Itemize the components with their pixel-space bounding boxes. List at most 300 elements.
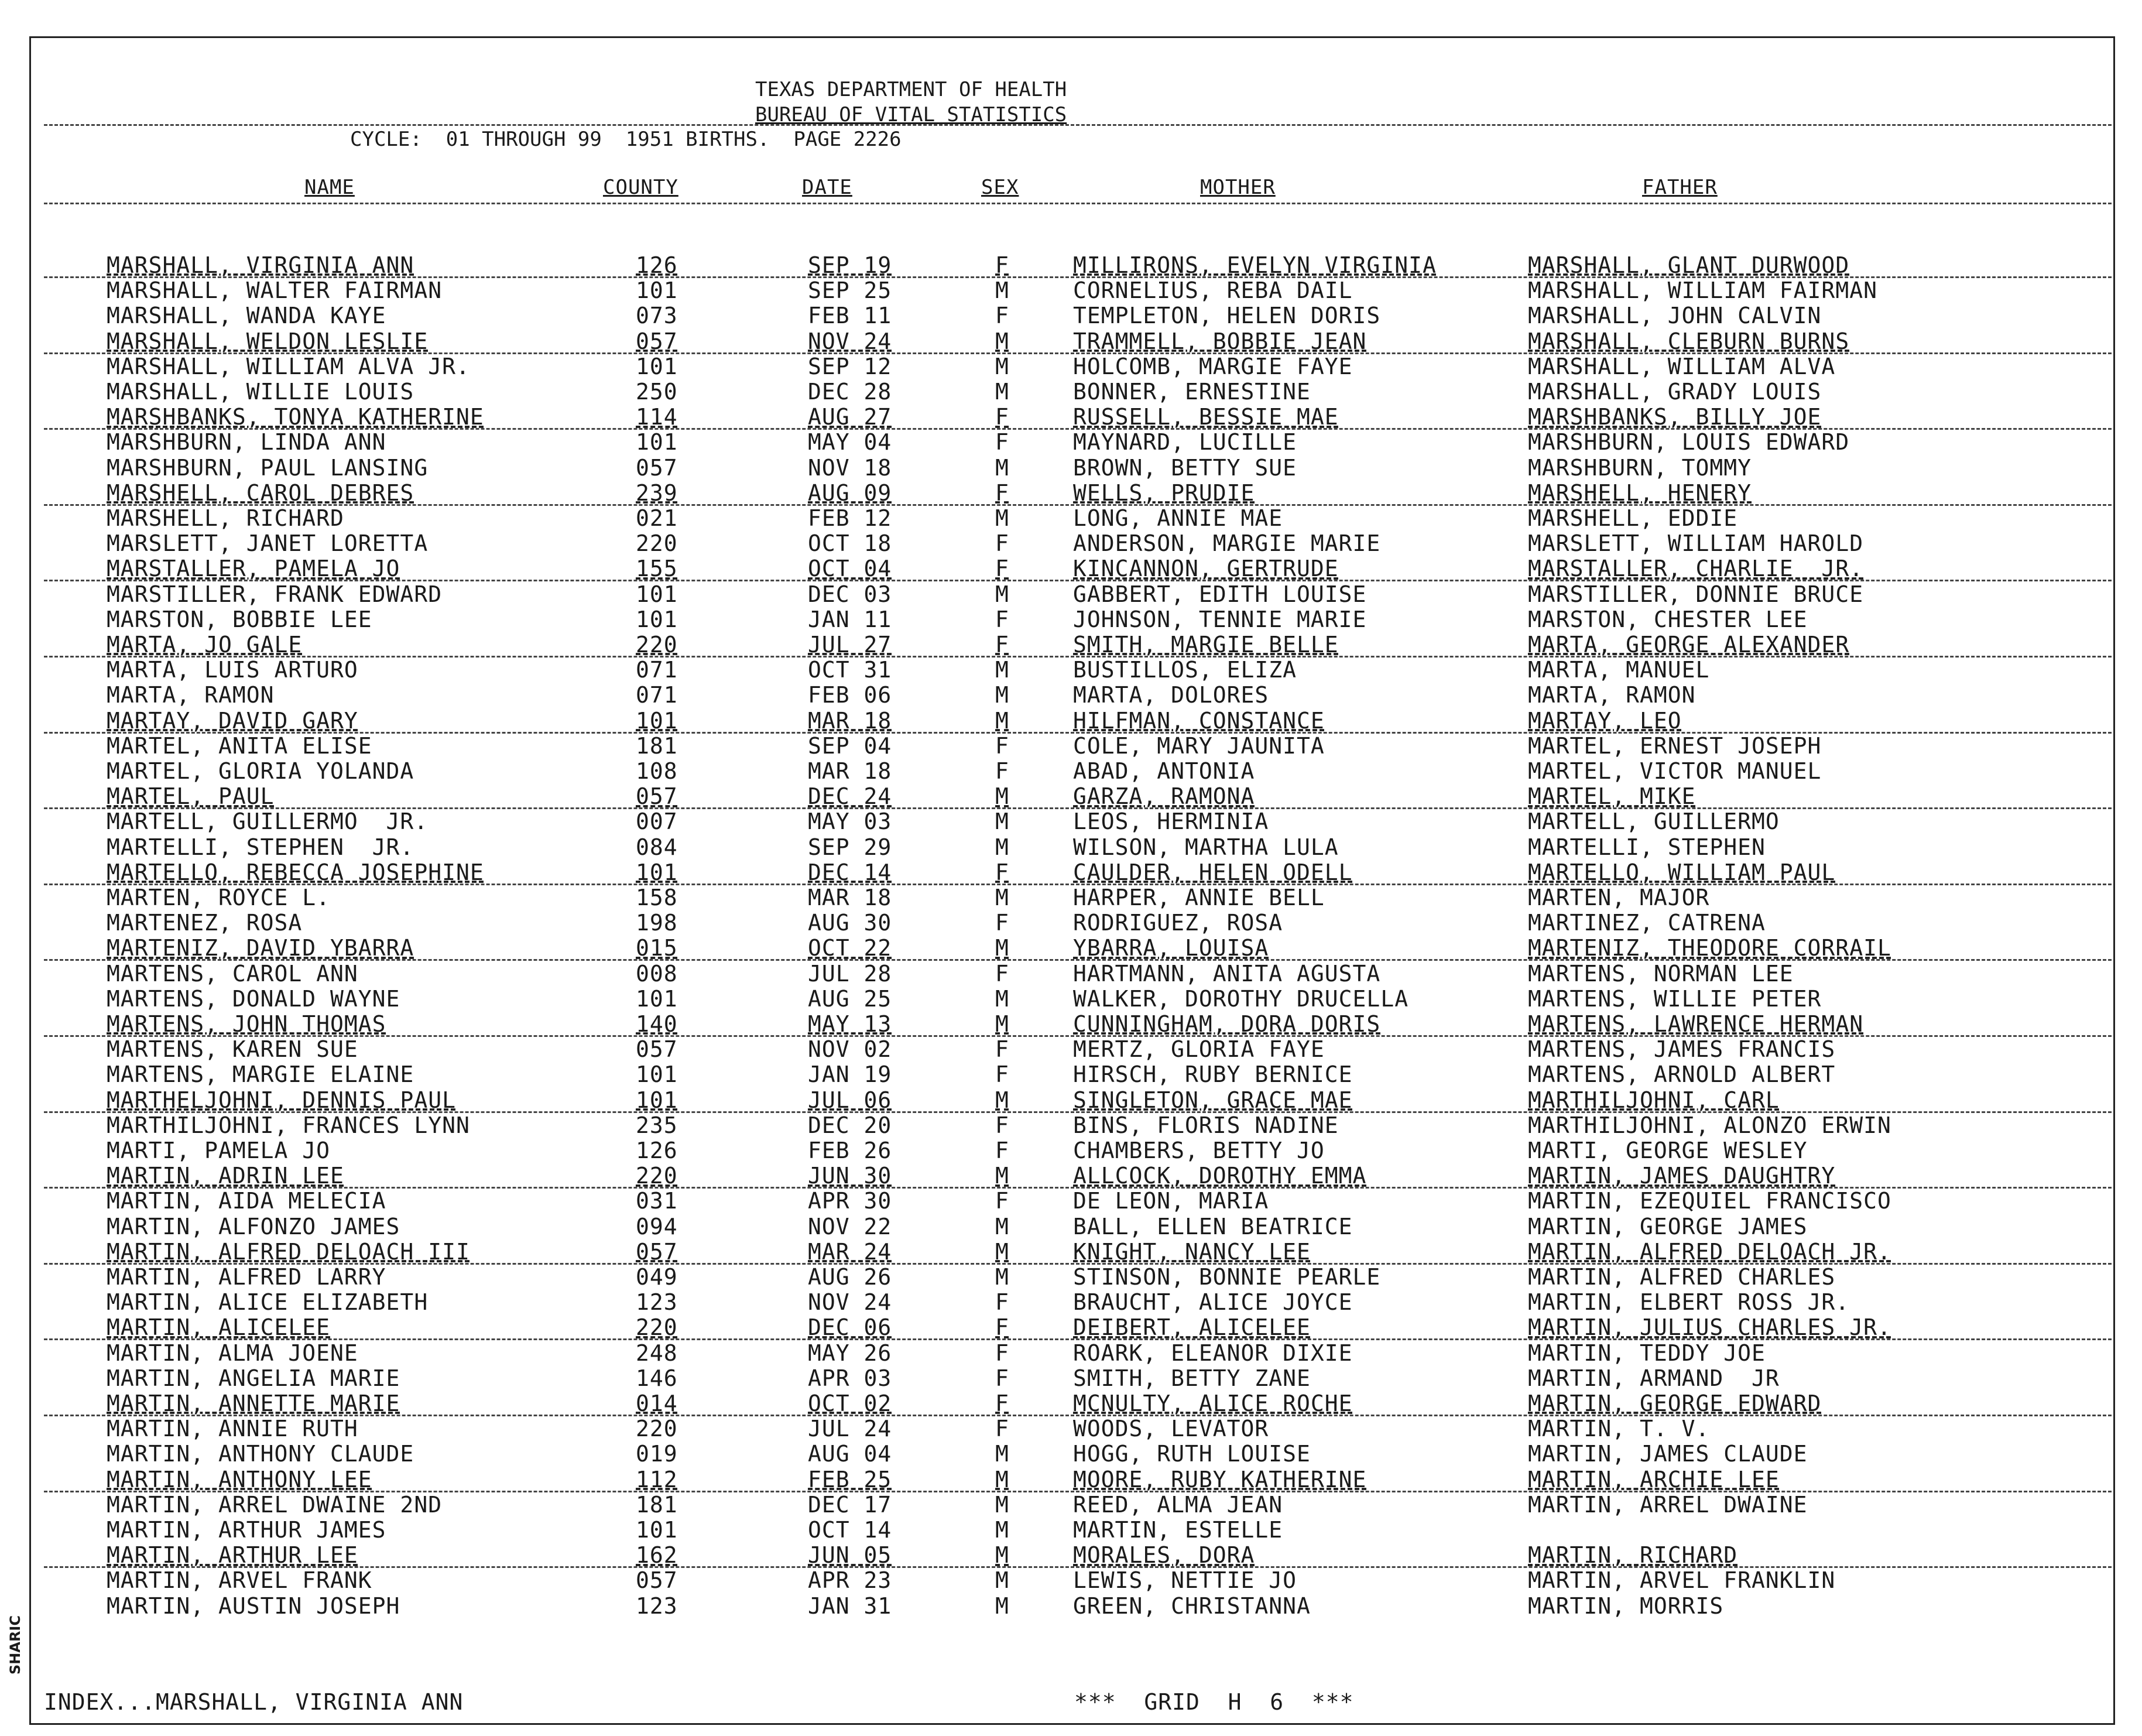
table-row: [0, 1518, 2142, 1543]
record-sex: F: [995, 1365, 1009, 1391]
record-county: 220: [636, 1416, 678, 1442]
record-father: MARTEL, MIKE: [1528, 783, 1696, 810]
record-father: MARTIN, GEORGE EDWARD: [1528, 1391, 1822, 1416]
record-name: MARSHBANKS, TONYA KATHERINE: [107, 404, 484, 430]
record-name: MARTENIZ, DAVID YBARRA: [107, 935, 414, 961]
record-date: MAR 18: [808, 885, 892, 910]
record-county: 235: [636, 1112, 678, 1138]
record-date: AUG 30: [808, 910, 892, 936]
table-row: [0, 430, 2142, 455]
record-name: MARTIN, ALICELEE: [107, 1314, 331, 1341]
table-row: [0, 556, 2142, 581]
table-row: [0, 1467, 2142, 1492]
record-date: MAR 18: [808, 707, 892, 734]
footer-grid: *** GRID H 6 ***: [1074, 1689, 1354, 1715]
record-county: 140: [636, 1011, 678, 1037]
record-name: MARTELL, GUILLERMO JR.: [107, 809, 429, 835]
record-date: JAN 19: [808, 1062, 892, 1088]
record-father: MARTIN, ARCHIE LEE: [1528, 1466, 1780, 1492]
record-county: 101: [636, 707, 678, 734]
record-mother: MORALES, DORA: [1073, 1542, 1255, 1569]
table-row: [0, 1163, 2142, 1189]
record-date: MAY 03: [808, 809, 892, 835]
record-date: MAY 04: [808, 429, 892, 456]
record-county: 101: [636, 429, 678, 456]
record-sex: F: [995, 252, 1009, 278]
record-county: 101: [636, 606, 678, 632]
record-name: MARSHBURN, LINDA ANN: [107, 429, 386, 456]
record-date: FEB 11: [808, 303, 892, 329]
record-father: MARSLETT, WILLIAM HAROLD: [1528, 530, 1864, 557]
record-mother: RODRIGUEZ, ROSA: [1073, 910, 1283, 936]
record-date: AUG 26: [808, 1264, 892, 1290]
record-sex: F: [995, 1416, 1009, 1442]
record-father: MARTA, MANUEL: [1528, 657, 1710, 683]
record-mother: GARZA, RAMONA: [1073, 783, 1255, 810]
record-father: MARSHALL, WILLIAM FAIRMAN: [1528, 278, 1877, 304]
record-sex: M: [995, 1238, 1009, 1265]
record-sex: M: [995, 1593, 1009, 1619]
record-sex: F: [995, 732, 1009, 759]
record-father: MARTEL, ERNEST JOSEPH: [1528, 732, 1822, 759]
record-date: SEP 04: [808, 732, 892, 759]
record-father: MARTIN, ARREL DWAINE: [1528, 1491, 1808, 1518]
record-date: NOV 18: [808, 454, 892, 481]
record-date: FEB 12: [808, 505, 892, 531]
record-county: 101: [636, 1062, 678, 1088]
record-mother: MERTZ, GLORIA FAYE: [1073, 1036, 1325, 1063]
record-county: 220: [636, 530, 678, 557]
record-mother: TEMPLETON, HELEN DORIS: [1073, 303, 1381, 329]
record-name: MARTIN, ARTHUR LEE: [107, 1542, 358, 1569]
table-row: [0, 784, 2142, 809]
record-mother: MARTIN, ESTELLE: [1073, 1517, 1283, 1543]
record-sex: F: [995, 758, 1009, 784]
table-row: [0, 1113, 2142, 1138]
record-name: MARTIN, AUSTIN JOSEPH: [107, 1593, 400, 1619]
record-name: MARSTILLER, FRANK EDWARD: [107, 581, 443, 607]
record-sex: F: [995, 303, 1009, 329]
record-date: DEC 06: [808, 1314, 892, 1341]
record-name: MARTEL, ANITA ELISE: [107, 732, 372, 759]
record-mother: LEWIS, NETTIE JO: [1073, 1567, 1297, 1594]
record-mother: KINCANNON, GERTRUDE: [1073, 556, 1339, 582]
table-row: [0, 835, 2142, 860]
record-name: MARTEL, GLORIA YOLANDA: [107, 758, 414, 784]
record-sex: M: [995, 885, 1009, 910]
record-county: 007: [636, 809, 678, 835]
record-mother: JOHNSON, TENNIE MARIE: [1073, 606, 1367, 632]
record-mother: CHAMBERS, BETTY JO: [1073, 1138, 1325, 1163]
record-name: MARTIN, ANTHONY CLAUDE: [107, 1441, 414, 1467]
record-father: MARSTON, CHESTER LEE: [1528, 606, 1808, 632]
record-mother: HARPER, ANNIE BELL: [1073, 885, 1325, 910]
table-row: [0, 481, 2142, 506]
record-sex: F: [995, 1188, 1009, 1214]
record-name: MARSLETT, JANET LORETTA: [107, 530, 429, 557]
record-date: JUL 06: [808, 1087, 892, 1113]
record-county: 146: [636, 1365, 678, 1391]
record-mother: ABAD, ANTONIA: [1073, 758, 1255, 784]
record-county: 057: [636, 783, 678, 810]
record-name: MARTENEZ, ROSA: [107, 910, 303, 936]
record-mother: LONG, ANNIE MAE: [1073, 505, 1283, 531]
record-mother: TRAMMELL, BOBBIE JEAN: [1073, 328, 1367, 354]
record-county: 220: [636, 1314, 678, 1341]
record-mother: BROWN, BETTY SUE: [1073, 454, 1297, 481]
table-row: [0, 1366, 2142, 1391]
record-sex: M: [995, 581, 1009, 607]
record-mother: ANDERSON, MARGIE MARIE: [1073, 530, 1381, 557]
record-county: 057: [636, 1238, 678, 1265]
record-county: 008: [636, 960, 678, 987]
record-father: MARTENIZ, THEODORE CORRAIL: [1528, 935, 1891, 961]
record-father: MARTAY, LEO: [1528, 707, 1682, 734]
record-father: MARTIN, ALFRED CHARLES: [1528, 1264, 1836, 1290]
record-mother: MARTA, DOLORES: [1073, 682, 1269, 708]
record-father: MARSTILLER, DONNIE BRUCE: [1528, 581, 1864, 607]
record-mother: CUNNINGHAM, DORA DORIS: [1073, 1011, 1381, 1037]
record-date: AUG 25: [808, 985, 892, 1012]
record-mother: BONNER, ERNESTINE: [1073, 379, 1311, 405]
record-date: AUG 04: [808, 1441, 892, 1467]
record-name: MARTHELJOHNI, DENNIS PAUL: [107, 1087, 456, 1113]
record-sex: M: [995, 1264, 1009, 1290]
record-father: MARTIN, GEORGE JAMES: [1528, 1213, 1808, 1239]
record-father: MARTENS, NORMAN LEE: [1528, 960, 1794, 987]
record-mother: CORNELIUS, REBA DAIL: [1073, 278, 1353, 304]
record-sex: M: [995, 682, 1009, 708]
record-sex: F: [995, 960, 1009, 987]
record-county: 031: [636, 1188, 678, 1214]
record-date: SEP 25: [808, 278, 892, 304]
record-sex: M: [995, 353, 1009, 379]
record-sex: F: [995, 606, 1009, 632]
record-sex: M: [995, 505, 1009, 531]
header-department: TEXAS DEPARTMENT OF HEALTH: [755, 78, 1067, 101]
record-name: MARSTALLER, PAMELA JO: [107, 556, 400, 582]
record-name: MARSTON, BOBBIE LEE: [107, 606, 372, 632]
record-sex: F: [995, 1289, 1009, 1316]
record-name: MARTELLI, STEPHEN JR.: [107, 834, 414, 860]
table-row: [0, 734, 2142, 759]
side-label: SHARIC: [7, 1615, 23, 1675]
record-father: MARTELLO, WILLIAM PAUL: [1528, 859, 1836, 885]
record-mother: STINSON, BONNIE PEARLE: [1073, 1264, 1381, 1290]
record-father: MARTENS, WILLIE PETER: [1528, 985, 1822, 1012]
table-row: [0, 278, 2142, 303]
record-mother: DE LEON, MARIA: [1073, 1188, 1269, 1214]
record-mother: ROARK, ELEANOR DIXIE: [1073, 1340, 1353, 1366]
table-row: [0, 506, 2142, 531]
table-row: [0, 683, 2142, 708]
table-row: [0, 1062, 2142, 1087]
record-date: DEC 20: [808, 1112, 892, 1138]
record-father: MARTA, RAMON: [1528, 682, 1696, 708]
record-name: MARTIN, ALICE ELIZABETH: [107, 1289, 429, 1316]
record-name: MARTIN, ALFRED LARRY: [107, 1264, 386, 1290]
record-sex: F: [995, 530, 1009, 557]
record-county: 057: [636, 1036, 678, 1063]
record-mother: REED, ALMA JEAN: [1073, 1491, 1283, 1518]
table-row: [0, 531, 2142, 556]
record-county: 108: [636, 758, 678, 784]
table-row: [0, 809, 2142, 834]
record-county: 126: [636, 252, 678, 278]
column-header-divider: [44, 203, 2112, 204]
record-father: MARSHBURN, TOMMY: [1528, 454, 1752, 481]
record-father: MARTINEZ, CATRENA: [1528, 910, 1766, 936]
record-sex: M: [995, 707, 1009, 734]
record-county: 158: [636, 885, 678, 910]
column-header-county: COUNTY: [603, 176, 678, 199]
record-sex: F: [995, 910, 1009, 936]
table-row: [0, 961, 2142, 987]
table-row: [0, 1341, 2142, 1366]
record-name: MARSHALL, WELDON LESLIE: [107, 328, 429, 354]
record-name: MARTIN, ANNIE RUTH: [107, 1416, 358, 1442]
record-mother: RUSSELL, BESSIE MAE: [1073, 404, 1339, 430]
record-father: MARSHBANKS, BILLY JOE: [1528, 404, 1822, 430]
record-date: NOV 02: [808, 1036, 892, 1063]
record-mother: WOODS, LEVATOR: [1073, 1416, 1269, 1442]
record-sex: M: [995, 1491, 1009, 1518]
table-row: [0, 1037, 2142, 1062]
record-sex: M: [995, 278, 1009, 304]
record-date: OCT 22: [808, 935, 892, 961]
record-sex: F: [995, 1112, 1009, 1138]
record-date: APR 23: [808, 1567, 892, 1594]
record-mother: BRAUCHT, ALICE JOYCE: [1073, 1289, 1353, 1316]
record-name: MARTENS, DONALD WAYNE: [107, 985, 400, 1012]
table-row: [0, 1492, 2142, 1518]
record-county: 123: [636, 1593, 678, 1619]
record-mother: GABBERT, EDITH LOUISE: [1073, 581, 1367, 607]
record-name: MARSHALL, WILLIE LOUIS: [107, 379, 414, 405]
record-mother: MCNULTY, ALICE ROCHE: [1073, 1391, 1353, 1416]
record-date: JUL 28: [808, 960, 892, 987]
record-sex: M: [995, 985, 1009, 1012]
record-sex: F: [995, 1062, 1009, 1088]
record-father: MARTHILJOHNI, CARL: [1528, 1087, 1780, 1113]
record-mother: HIRSCH, RUBY BERNICE: [1073, 1062, 1353, 1088]
record-county: 220: [636, 632, 678, 658]
record-sex: M: [995, 1087, 1009, 1113]
column-header-sex: SEX: [981, 176, 1019, 199]
record-mother: BINS, FLORIS NADINE: [1073, 1112, 1339, 1138]
record-name: MARTENS, CAROL ANN: [107, 960, 358, 987]
record-date: DEC 14: [808, 859, 892, 885]
record-father: MARTIN, ARVEL FRANKLIN: [1528, 1567, 1836, 1594]
column-header-father: FATHER: [1642, 176, 1718, 199]
record-county: 126: [636, 1138, 678, 1163]
table-row: [0, 1568, 2142, 1593]
record-county: 057: [636, 1567, 678, 1594]
table-row: [0, 885, 2142, 910]
record-county: 071: [636, 682, 678, 708]
record-father: MARTIN, ALFRED DELOACH JR.: [1528, 1238, 1891, 1265]
record-date: JUN 30: [808, 1163, 892, 1189]
record-mother: GREEN, CHRISTANNA: [1073, 1593, 1311, 1619]
table-row: [0, 1594, 2142, 1619]
record-sex: F: [995, 556, 1009, 582]
record-county: 248: [636, 1340, 678, 1366]
record-mother: HOLCOMB, MARGIE FAYE: [1073, 353, 1353, 379]
record-county: 112: [636, 1466, 678, 1492]
record-father: MARTIN, JAMES CLAUDE: [1528, 1441, 1808, 1467]
table-row: [0, 759, 2142, 784]
record-sex: M: [995, 1542, 1009, 1569]
record-father: MARSHALL, CLEBURN BURNS: [1528, 328, 1850, 354]
header-bureau: BUREAU OF VITAL STATISTICS: [755, 103, 1067, 126]
record-date: DEC 28: [808, 379, 892, 405]
record-sex: M: [995, 454, 1009, 481]
record-name: MARTIN, AIDA MELECIA: [107, 1188, 386, 1214]
record-mother: MILLIRONS, EVELYN VIRGINIA: [1073, 252, 1437, 278]
record-name: MARTI, PAMELA JO: [107, 1138, 331, 1163]
record-county: 198: [636, 910, 678, 936]
record-sex: F: [995, 1138, 1009, 1163]
record-father: MARTIN, TEDDY JOE: [1528, 1340, 1766, 1366]
record-mother: BUSTILLOS, ELIZA: [1073, 657, 1297, 683]
record-father: MARTENS, JAMES FRANCIS: [1528, 1036, 1836, 1063]
record-county: 101: [636, 985, 678, 1012]
record-date: OCT 31: [808, 657, 892, 683]
record-date: DEC 17: [808, 1491, 892, 1518]
record-county: 101: [636, 859, 678, 885]
record-county: 073: [636, 303, 678, 329]
table-row: [0, 1315, 2142, 1340]
record-mother: MAYNARD, LUCILLE: [1073, 429, 1297, 456]
record-name: MARSHALL, WILLIAM ALVA JR.: [107, 353, 470, 379]
record-sex: F: [995, 1391, 1009, 1416]
record-date: MAR 18: [808, 758, 892, 784]
record-sex: M: [995, 328, 1009, 354]
record-county: 101: [636, 1087, 678, 1113]
record-name: MARTIN, ALFRED DELOACH III: [107, 1238, 470, 1265]
table-row: [0, 1441, 2142, 1467]
record-mother: MOORE, RUBY KATHERINE: [1073, 1466, 1367, 1492]
record-county: 220: [636, 1163, 678, 1189]
record-name: MARTELLO, REBECCA JOSEPHINE: [107, 859, 484, 885]
record-father: MARTENS, LAWRENCE HERMAN: [1528, 1011, 1864, 1037]
column-header-mother: MOTHER: [1200, 176, 1276, 199]
table-row: [0, 658, 2142, 683]
table-row: [0, 456, 2142, 481]
record-mother: COLE, MARY JAUNITA: [1073, 732, 1325, 759]
record-sex: F: [995, 429, 1009, 456]
record-county: 049: [636, 1264, 678, 1290]
table-row: [0, 405, 2142, 430]
record-date: FEB 06: [808, 682, 892, 708]
record-date: JUN 05: [808, 1542, 892, 1569]
record-county: 014: [636, 1391, 678, 1416]
record-father: MARTIN, RICHARD: [1528, 1542, 1738, 1569]
record-county: 071: [636, 657, 678, 683]
header-cycle: CYCLE: 01 THROUGH 99 1951 BIRTHS. PAGE 2226: [350, 128, 902, 151]
record-county: 162: [636, 1542, 678, 1569]
record-father: MARTELLI, STEPHEN: [1528, 834, 1766, 860]
record-county: 094: [636, 1213, 678, 1239]
record-name: MARTHILJOHNI, FRANCES LYNN: [107, 1112, 470, 1138]
record-mother: DEIBERT, ALICELEE: [1073, 1314, 1311, 1341]
record-mother: KNIGHT, NANCY LEE: [1073, 1238, 1311, 1265]
record-name: MARTEN, ROYCE L.: [107, 885, 331, 910]
record-father: MARTIN, ELBERT ROSS JR.: [1528, 1289, 1850, 1316]
record-mother: SMITH, BETTY ZANE: [1073, 1365, 1311, 1391]
column-header-date: DATE: [802, 176, 852, 199]
record-name: MARTIN, ALMA JOENE: [107, 1340, 358, 1366]
record-name: MARTA, LUIS ARTURO: [107, 657, 358, 683]
record-sex: M: [995, 783, 1009, 810]
table-row: [0, 1239, 2142, 1265]
record-date: MAY 26: [808, 1340, 892, 1366]
record-father: MARTIN, EZEQUIEL FRANCISCO: [1528, 1188, 1891, 1214]
record-sex: F: [995, 1340, 1009, 1366]
record-mother: HILFMAN, CONSTANCE: [1073, 707, 1325, 734]
record-father: MARTEL, VICTOR MANUEL: [1528, 758, 1822, 784]
record-sex: F: [995, 1314, 1009, 1341]
record-mother: YBARRA, LOUISA: [1073, 935, 1269, 961]
record-mother: ALLCOCK, DOROTHY EMMA: [1073, 1163, 1367, 1189]
record-county: 021: [636, 505, 678, 531]
record-sex: M: [995, 657, 1009, 683]
record-date: DEC 03: [808, 581, 892, 607]
table-row: [0, 1416, 2142, 1441]
record-father: MARSHALL, JOHN CALVIN: [1528, 303, 1822, 329]
record-mother: BALL, ELLEN BEATRICE: [1073, 1213, 1353, 1239]
record-name: MARSHALL, WANDA KAYE: [107, 303, 386, 329]
record-date: OCT 18: [808, 530, 892, 557]
record-sex: F: [995, 632, 1009, 658]
record-father: MARSHALL, WILLIAM ALVA: [1528, 353, 1836, 379]
record-name: MARTIN, ADRIN LEE: [107, 1163, 344, 1189]
record-mother: SMITH, MARGIE BELLE: [1073, 632, 1339, 658]
record-name: MARTENS, KAREN SUE: [107, 1036, 358, 1063]
record-date: FEB 26: [808, 1138, 892, 1163]
record-father: MARTIN, ARMAND JR: [1528, 1365, 1780, 1391]
record-date: APR 30: [808, 1188, 892, 1214]
record-father: MARTA, GEORGE ALEXANDER: [1528, 632, 1850, 658]
table-row: [0, 1088, 2142, 1113]
record-county: 019: [636, 1441, 678, 1467]
table-row: [0, 1189, 2142, 1214]
record-father: MARTI, GEORGE WESLEY: [1528, 1138, 1808, 1163]
record-mother: LEOS, HERMINIA: [1073, 809, 1269, 835]
record-county: 057: [636, 454, 678, 481]
record-mother: WELLS, PRUDIE: [1073, 480, 1255, 506]
record-father: MARSHALL, GRADY LOUIS: [1528, 379, 1822, 405]
record-name: MARSHELL, RICHARD: [107, 505, 344, 531]
record-date: MAY 13: [808, 1011, 892, 1037]
record-sex: M: [995, 1466, 1009, 1492]
record-name: MARTIN, ARREL DWAINE 2ND: [107, 1491, 443, 1518]
record-mother: CAULDER, HELEN ODELL: [1073, 859, 1353, 885]
record-father: MARSHELL, EDDIE: [1528, 505, 1738, 531]
record-county: 101: [636, 278, 678, 304]
table-row: [0, 607, 2142, 632]
table-row: [0, 987, 2142, 1012]
table-row: [0, 303, 2142, 328]
table-row: [0, 1290, 2142, 1315]
table-row: [0, 860, 2142, 885]
record-date: SEP 12: [808, 353, 892, 379]
record-sex: F: [995, 1036, 1009, 1063]
record-date: AUG 09: [808, 480, 892, 506]
record-date: NOV 24: [808, 1289, 892, 1316]
record-name: MARTIN, ANTHONY LEE: [107, 1466, 372, 1492]
record-name: MARTIN, ARTHUR JAMES: [107, 1517, 386, 1543]
